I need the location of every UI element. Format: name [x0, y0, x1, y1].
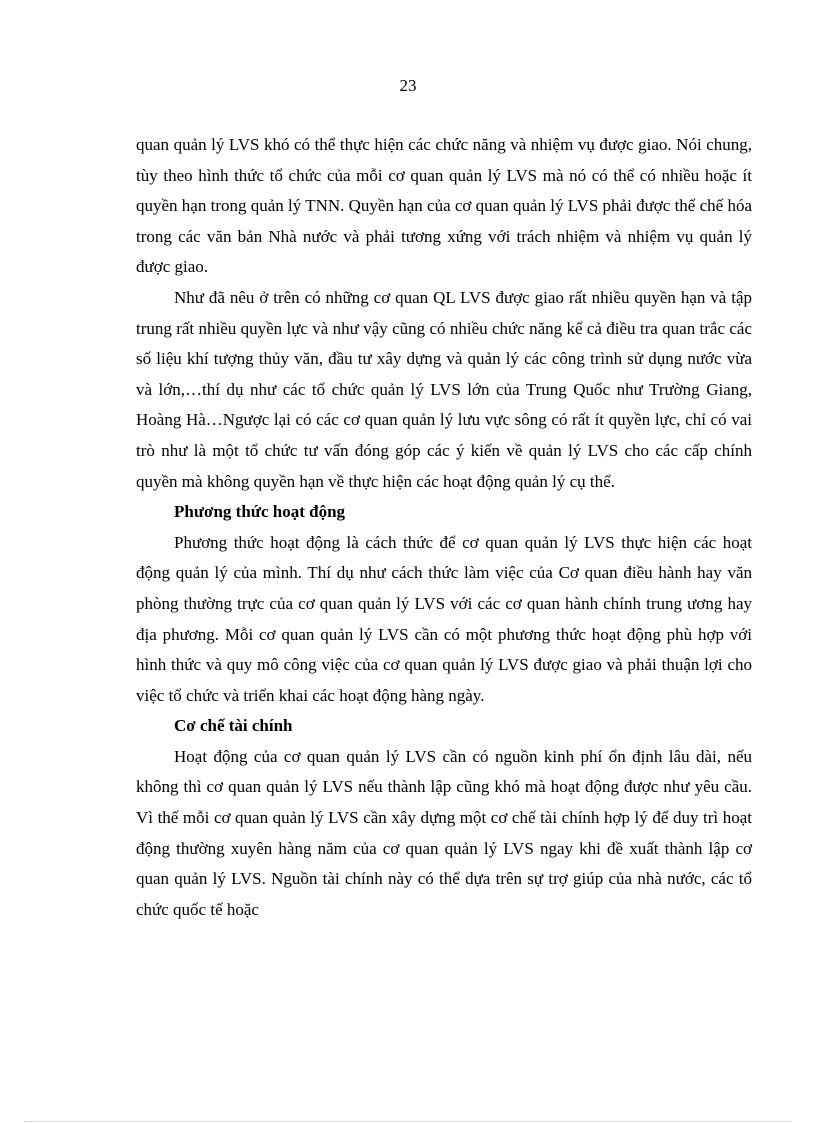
page-bottom-divider — [24, 1121, 792, 1122]
heading-operating-method: Phương thức hoạt động — [174, 502, 346, 522]
page-number: 23 — [399, 76, 417, 95]
paragraph-powers-examples: Như đã nêu ở trên có những cơ quan QL LVS được giao rất nhiều quyền hạn và tập trung rất nhiều quyền lực và như vậy cũng có nhiều chức năng kể cả điều tra quan trắc các số liệu khí tượng thủy văn, đầu tư xây dựng và quản lý các công trình sử dụng nước vừa và lớn,…thí dụ như các tổ chức quản lý LVS lớn của Trung Quốc như Trường Giang, Hoàng Hà…Ngược lại có các cơ quan quản lý lưu vực sông có rất ít quyền lực, chỉ có vai trò như là một tổ chức tư vấn đóng góp các ý kiến về quản lý LVS cho các cấp chính quyền mà không quyền hạn về thực hiện các hoạt động quản lý cụ thể. — [136, 287, 752, 491]
paragraph-authority: quan quản lý LVS khó có thể thực hiện các chức năng và nhiệm vụ được giao. Nói chung, tùy theo hình thức tổ chức của mỗi cơ quan quản lý LVS mà nó có thể có nhiều hoặc ít quyền hạn trong quản lý TNN. Quyền hạn của cơ quan quản lý LVS phải được thể chế hóa trong các văn bản Nhà nước và phải tương xứng với trách nhiệm và nhiệm vụ quản lý được giao. — [136, 135, 752, 277]
paragraph-operating-method: Phương thức hoạt động là cách thức để cơ quan quản lý LVS thực hiện các hoạt động quản lý của mình. Thí dụ như cách thức làm việc của Cơ quan điều hành hay văn phòng thường trực của cơ quan quản lý LVS với các cơ quan hành chính trung ương hay địa phương. Mỗi cơ quan quản lý LVS cần có một phương thức hoạt động phù hợp với hình thức và quy mô công việc của cơ quan quản lý LVS được giao và phải thuận lợi cho việc tổ chức và triển khai các hoạt động hàng ngày. — [136, 532, 752, 705]
document-body — [136, 130, 752, 925]
heading-financial-mechanism: Cơ chế tài chính — [174, 716, 293, 736]
paragraph-financial-mechanism: Hoạt động của cơ quan quản lý LVS cần có nguồn kinh phí ổn định lâu dài, nếu không thì cơ quan quản lý LVS nếu thành lập cũng khó mà hoạt động được như yêu cầu. Vì thế mỗi cơ quan quản lý LVS cần xây dựng một cơ chế tài chính hợp lý để duy trì hoạt động thường xuyên hàng năm của cơ quan quản lý LVS ngay khi đề xuất thành lập cơ quan quản lý LVS. Nguồn tài chính này có thể dựa trên sự trợ giúp của nhà nước, các tổ chức quốc tế hoặc — [136, 746, 752, 919]
